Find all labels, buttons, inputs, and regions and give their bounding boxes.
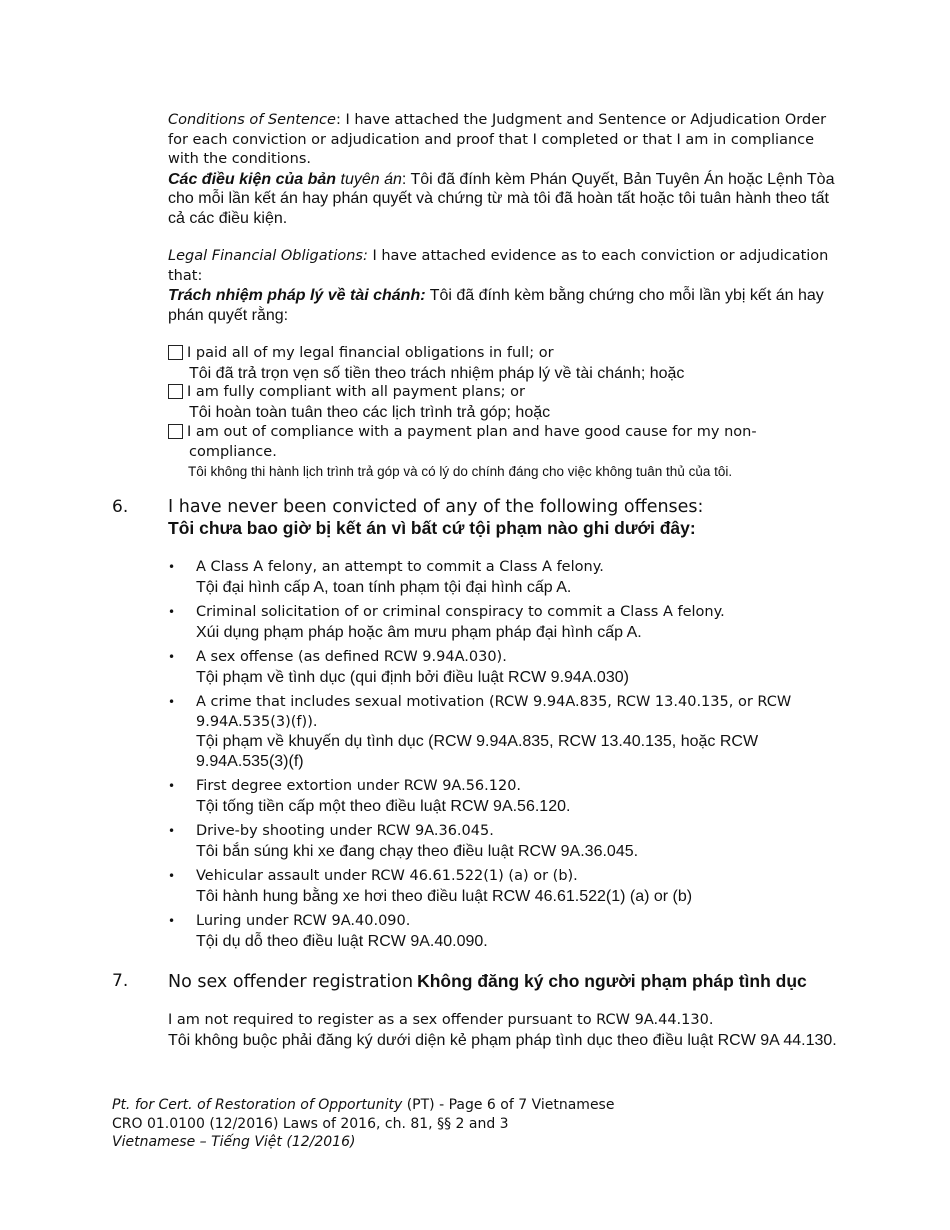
list-item [168,603,848,642]
conditions-vi-label-italic: tuyên án [336,170,402,188]
lfo-vi-label: Trách nhiệm pháp lý về tài chánh: [168,287,426,304]
conditions-vi-label: Các điều kiện của bản [168,170,337,188]
offense-vi: Tội tống tiền cấp một theo điều luật RCW 9A.56.120. [196,797,571,815]
legal-financial-obligations [168,247,848,325]
offense-en: A sex offense (as defined RCW 9.94A.030). [196,649,507,665]
conditions-en-text: : I have attached the Judgment and Sentence or Adjudication Order for each conviction or adjudication and proof that I completed or that I am in compliance with the conditions. [168,112,827,167]
conditions-en-label: Conditions of Sentence [168,112,336,128]
bullet: • [168,605,176,619]
checkbox-option-paid-in-full [168,344,848,383]
offense-vi: Tội phạm về khuyến dụ tình dục (RCW 9.94A.835, RCW 13.40.135, hoặc RCW 9.94A.535(3)(f) [196,733,759,770]
offense-vi: Tội đại hình cấp A, toan tính phạm tội đại hình cấp A. [196,578,572,596]
footer-line-3: Vietnamese – Tiếng Việt (12/2016) [112,1134,356,1150]
offense-en: Criminal solicitation of or criminal conspiracy to commit a Class A felony. [196,604,725,620]
offense-vi: Tội dụ dỗ theo điều luật RCW 9A.40.090. [196,932,488,950]
bullet: • [168,779,176,793]
section-6-heading [168,497,848,539]
offense-en: Drive-by shooting under RCW 9A.36.045. [196,823,494,839]
footer-form-title: Pt. for Cert. of Restoration of Opportunity [112,1097,403,1113]
section-7-heading [168,971,848,993]
offense-list [168,558,848,957]
page-footer [112,1096,812,1152]
offense-vi: Tôi bắn súng khi xe đang chạy theo điều luật RCW 9A.36.045. [196,842,639,860]
offense-vi: Xúi dụng phạm pháp hoặc âm mưu phạm pháp đại hình cấp A. [196,623,642,641]
offense-en: Vehicular assault under RCW 46.61.522(1) (a) or (b). [196,868,578,884]
checkbox-label-en: I paid all of my legal financial obligations in full; or [187,345,554,361]
section-6-heading-vi: Tôi chưa bao giờ bị kết án vì bất cứ tội phạm nào ghi dưới đây: [168,518,696,538]
section-6-heading-en: I have never been convicted of any of the following offenses: [168,497,704,517]
conditions-en [168,111,848,170]
checkbox-option-fully-compliant [168,383,848,422]
bullet: • [168,650,176,664]
offense-vi: Tội phạm về tình dục (qui định bởi điều luật RCW 9.94A.030) [196,668,629,686]
list-item [168,867,848,906]
checkbox-label-en: I am out of compliance with a payment plan and have good cause for my non- [187,424,757,440]
offense-en: A crime that includes sexual motivation (RCW 9.94A.835, RCW 13.40.135, or RCW 9.94A.535(3)(f)). [196,694,792,730]
checkbox-label-en-continued: compliance. [189,443,277,460]
paid-in-full-checkbox[interactable] [168,345,183,360]
offense-en: Luring under RCW 9A.40.090. [196,913,411,929]
footer-page-info: (PT) - Page 6 of 7 Vietnamese [402,1097,615,1113]
section-7-heading-vi: Không đăng ký cho người phạm pháp tình dục [417,971,807,991]
lfo-en [168,247,848,286]
list-item [168,558,848,597]
list-item [168,777,848,816]
list-item [168,822,848,861]
lfo-vi [168,286,848,325]
list-item [168,912,848,951]
lfo-vi-text: Tôi đã đính kèm bằng chứng cho mỗi lần ybị kết án hay phán quyết rằng: [168,287,824,324]
checkbox-label-vi: Tôi không thi hành lịch trình trả góp và có lý do chính đáng cho việc không tuân thủ của tôi. [188,464,733,479]
section-7-number: 7. [112,971,129,991]
footer-line-2: CRO 01.0100 (12/2016) Laws of 2016, ch. 81, §§ 2 and 3 [112,1115,509,1132]
offense-en: A Class A felony, an attempt to commit a Class A felony. [196,559,604,575]
bullet: • [168,869,176,883]
lfo-en-label: Legal Financial Obligations: [168,248,368,264]
section-7-body [168,1011,848,1050]
checkbox-label-en: I am fully compliant with all payment plans; or [187,384,525,400]
offense-en: First degree extortion under RCW 9A.56.120. [196,778,522,794]
checkbox-label-vi: Tôi đã trả trọn vẹn số tiền theo trách nhiệm pháp lý về tài chánh; hoặc [189,364,685,382]
list-item [168,648,848,687]
footer-line-1 [112,1096,812,1115]
section-7-heading-en: No sex offender registration [168,972,414,992]
conditions-of-sentence [168,111,848,228]
bullet: • [168,560,176,574]
conditions-vi [168,170,848,229]
bullet: • [168,914,176,928]
offense-vi: Tôi hành hung bằng xe hơi theo điều luật RCW 46.61.522(1) (a) or (b) [196,887,693,905]
bullet: • [168,695,176,709]
list-item [168,693,848,771]
section-7-body-en: I am not required to register as a sex offender pursuant to RCW 9A.44.130. [168,1012,714,1028]
fully-compliant-checkbox[interactable] [168,384,183,399]
conditions-vi-text: : Tôi đã đính kèm Phán Quyết, Bản Tuyên Án hoặc Lệnh Tòa cho mỗi lần kết án hay phán quyết và chứng từ mà tôi đã hoàn tất hoặc tôi tuân hành theo tất cả các điều kiện. [168,170,835,227]
checkbox-label-vi: Tôi hoàn toàn tuân theo các lịch trình trả góp; hoặc [189,403,551,421]
section-6-number: 6. [112,497,129,517]
bullet: • [168,824,176,838]
section-7-body-vi: Tôi không buộc phải đăng ký dưới diện kẻ phạm pháp tình dục theo điều luật RCW 9A 44.130. [168,1031,837,1049]
lfo-en-text: I have attached evidence as to each conviction or adjudication that: [168,248,829,284]
out-of-compliance-checkbox[interactable] [168,424,183,439]
checkbox-option-out-of-compliance [168,423,848,481]
